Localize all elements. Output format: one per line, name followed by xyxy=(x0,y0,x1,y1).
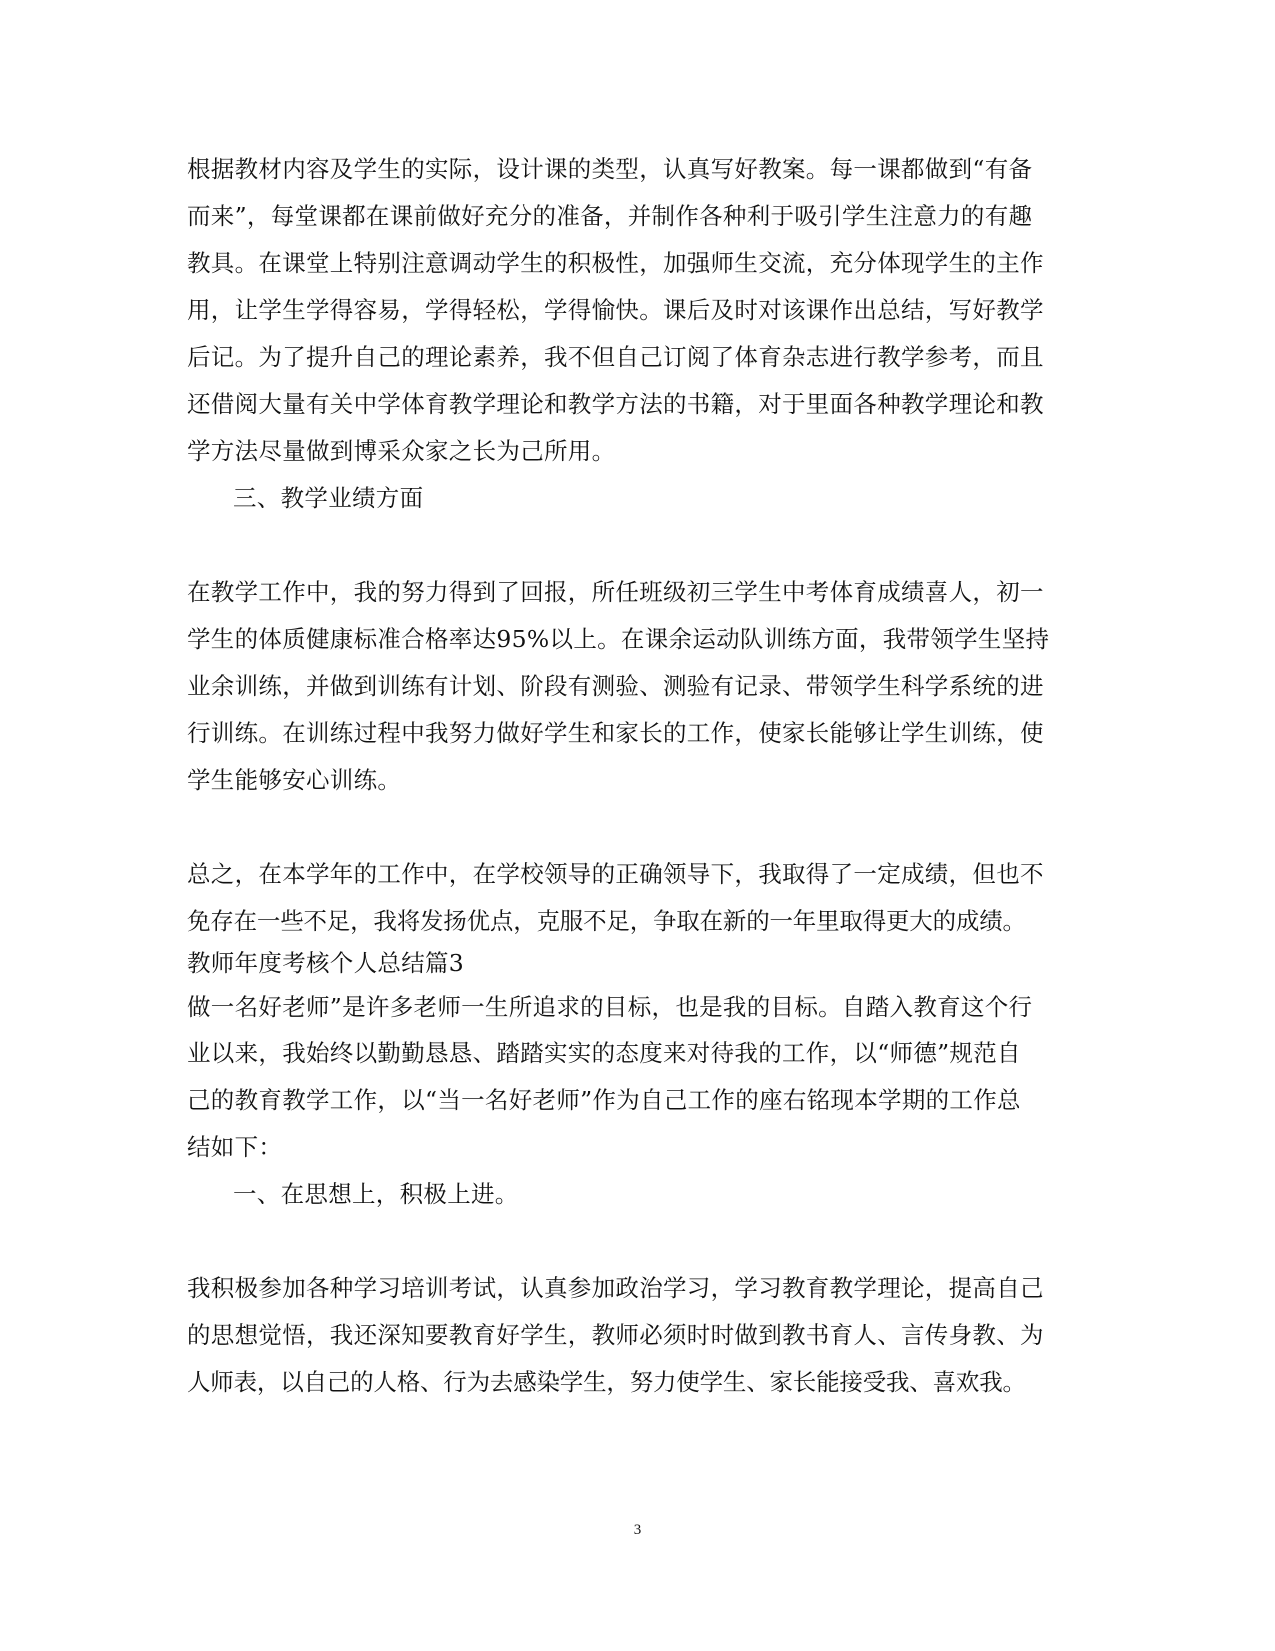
paragraph-line: 用，让学生学得容易，学得轻松，学得愉快。课后及时对该课作出总结，写好教学 xyxy=(187,296,1044,324)
paragraph-line: 而来”，每堂课都在课前做好充分的准备，并制作各种利于吸引学生注意力的有趣 xyxy=(187,202,1033,230)
paragraph-line: 的思想觉悟，我还深知要教育好学生，教师必须时时做到教书育人、言传身教、为 xyxy=(187,1321,1044,1349)
paragraph-line: 还借阅大量有关中学体育教学理论和教学方法的书籍，对于里面各种教学理论和教 xyxy=(187,390,1044,418)
paragraph-line: 业余训练，并做到训练有计划、阶段有测验、测验有记录、带领学生科学系统的进 xyxy=(187,672,1044,700)
section-title: 教师年度考核个人总结篇3 xyxy=(187,949,465,977)
paragraph-line: 人师表，以自己的人格、行为去感染学生，努力使学生、家长能接受我、喜欢我。 xyxy=(187,1368,1026,1396)
paragraph-line: 免存在一些不足，我将发扬优点，克服不足，争取在新的一年里取得更大的成绩。 xyxy=(187,907,1026,935)
paragraph-line: 业以来，我始终以勤勤恳恳、踏踏实实的态度来对待我的工作，以“师德”规范自 xyxy=(187,1039,1021,1067)
paragraph-line: 学方法尽量做到博采众家之长为己所用。 xyxy=(187,437,616,465)
paragraph-line: 做一名好老师”是许多老师一生所追求的目标，也是我的目标。自踏入教育这个行 xyxy=(187,993,1033,1021)
page-number: 3 xyxy=(633,1522,642,1538)
paragraph-line: 学生的体质健康标准合格率达95%以上。在课余运动队训练方面，我带领学生坚持 xyxy=(187,625,1050,653)
section-heading: 一、在思想上，积极上进。 xyxy=(233,1180,519,1208)
paragraph-line: 后记。为了提升自己的理论素养，我不但自己订阅了体育杂志进行教学参考，而且 xyxy=(187,343,1044,371)
paragraph-line: 己的教育教学工作，以“当一名好老师”作为自己工作的座右铭现本学期的工作总 xyxy=(187,1086,1021,1114)
section-heading: 三、教学业绩方面 xyxy=(233,484,424,512)
paragraph-line: 根据教材内容及学生的实际，设计课的类型，认真写好教案。每一课都做到“有备 xyxy=(187,155,1033,183)
paragraph-line: 在教学工作中，我的努力得到了回报，所任班级初三学生中考体育成绩喜人，初一 xyxy=(187,578,1044,606)
paragraph-line: 学生能够安心训练。 xyxy=(187,766,402,794)
paragraph-line: 我积极参加各种学习培训考试，认真参加政治学习，学习教育教学理论，提高自己 xyxy=(187,1274,1044,1302)
paragraph-line: 教具。在课堂上特别注意调动学生的积极性，加强师生交流，充分体现学生的主作 xyxy=(187,249,1044,277)
paragraph-line: 行训练。在训练过程中我努力做好学生和家长的工作，使家长能够让学生训练，使 xyxy=(187,719,1044,747)
paragraph-line: 结如下： xyxy=(187,1133,283,1161)
paragraph-line: 总之，在本学年的工作中，在学校领导的正确领导下，我取得了一定成绩，但也不 xyxy=(187,860,1044,888)
